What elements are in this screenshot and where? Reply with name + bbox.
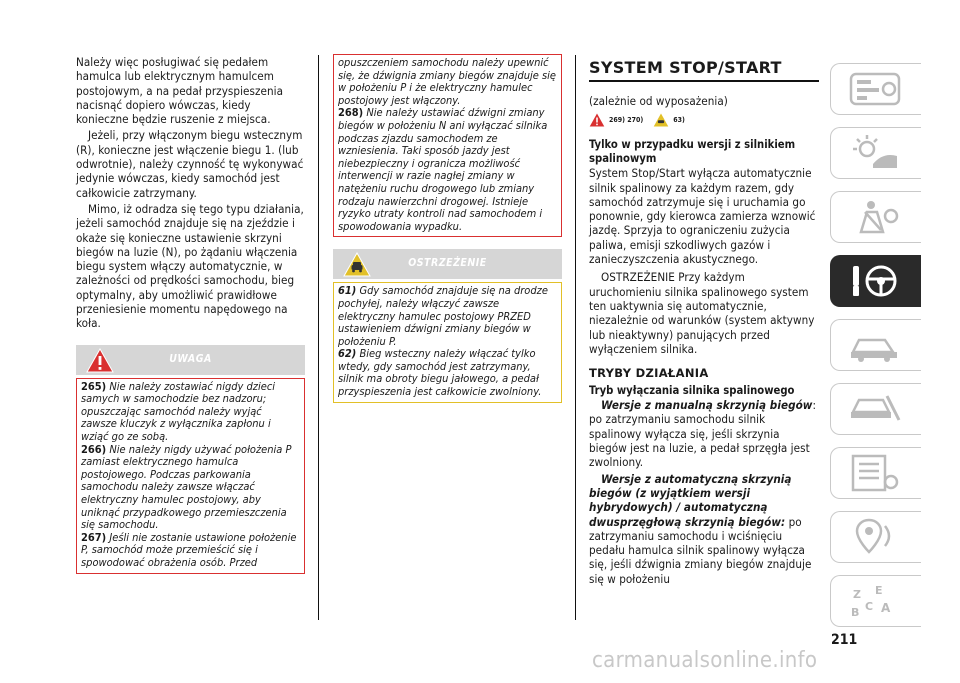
tab-index[interactable] bbox=[830, 575, 921, 627]
paragraph: Należy więc posługiwać się pedałem hamulca lub elektrycznym hamulcem postojowym, a na pedał przyspieszenia nacisnąć dopiero wówczas, kiedy konieczne będzie ruszenie z miejsca. bbox=[76, 55, 284, 127]
section-heading: TRYBY DZIAŁANIA bbox=[589, 366, 709, 381]
warning-box-continued bbox=[333, 54, 562, 237]
reference-icons bbox=[589, 110, 819, 130]
warning-header bbox=[76, 345, 305, 375]
subtitle: (zależnie od wyposażenia) bbox=[589, 94, 728, 108]
column-divider bbox=[318, 55, 319, 620]
warning-title: UWAGA bbox=[169, 352, 212, 365]
watermark: carmanualsonline.info bbox=[592, 648, 818, 673]
key-steering-icon bbox=[849, 262, 901, 300]
svg-text:A: A bbox=[881, 601, 891, 615]
page-number: 211 bbox=[831, 632, 858, 648]
svg-text:E: E bbox=[875, 584, 883, 597]
tab-safety[interactable] bbox=[830, 191, 921, 243]
warning-box bbox=[76, 378, 305, 574]
note-refs: 63) bbox=[673, 116, 685, 125]
svg-text:C: C bbox=[865, 600, 874, 613]
section-title: SYSTEM STOP/START bbox=[589, 58, 819, 82]
sun-lights-icon bbox=[849, 134, 901, 172]
tab-specifications[interactable] bbox=[830, 447, 921, 499]
warning-item: opuszczeniem samochodu należy upewnić się, że dźwignia zmiany biegów znajduje się w położeniu P i że elektryczny hamulec postojowy jest włączony. bbox=[338, 56, 556, 107]
note-box bbox=[333, 282, 562, 402]
seatbelt-airbag-icon bbox=[849, 198, 901, 236]
subheading: Tryb wyłączania silnika spalinowego bbox=[589, 384, 795, 398]
note-item: 62) Bieg wsteczny należy włączać tylko wtedy, gdy samochód jest zatrzymany, silnik ma obroty biegu jałowego, a pedał przyspieszenia jest całkowicie zwolniony. bbox=[338, 347, 542, 399]
note-title: OSTRZEŻENIE bbox=[408, 257, 487, 270]
warning-item: 268) Nie należy ustawiać dźwigni zmiany biegów w położeniu N ani wyłączać silnika podczas zjazdu samochodem ze wzniesienia. Taki sposób jazdy jest niebezpieczny i ogranicza możliwość interwencji w razie nagłej zmiany w natężeniu ruchu drogowego lub zmiany rodzaju nawierzchni drogowej. Istnieje ryzyko utraty kontroli nad samochodem i spowodowania wypadku. bbox=[338, 106, 548, 233]
tab-emergency[interactable] bbox=[830, 319, 921, 371]
paragraph: Wersje z automatyczną skrzynią biegów (z wyjątkiem wersji hybrydowych) / automatyczną dwusprzęgłową skrzynią biegów: po zatrzymaniu samochodu i wciśnięciu pedału hamulca silnik spalinowy wyłącza się, jeśli dźwignia zmiany biegów znajduje się w położeniu bbox=[589, 471, 812, 586]
subheading: Tylko w przypadku wersji z silnikiem spalinowym bbox=[589, 138, 796, 166]
breakdown-icon bbox=[849, 326, 901, 364]
svg-text:B: B bbox=[851, 606, 860, 619]
tab-lights[interactable] bbox=[830, 127, 921, 179]
note-item: 61) Gdy samochód znajduje się na drodze pochyłej, należy włączyć zawsze elektryczny hamulec postojowy PRZED ustawieniem dźwigni zmiany biegów w położeniu P. bbox=[338, 284, 548, 348]
paragraph: OSTRZEŻENIE Przy każdym uruchomieniu silnika spalinowego system ten uaktywnia się automatycznie, niezależnie od warunków (system aktywny lub nieaktywny) panujących przed wyłączeniem silnika. bbox=[589, 270, 815, 356]
car-dashboard-icon bbox=[849, 70, 901, 108]
column-left bbox=[76, 0, 305, 574]
paragraph: Mimo, iż odradza się tego typu działania, jeżeli samochód znajduje się na zjeździe i okaże się konieczne ustawienie skrzyni biegów na luzie (N), po żądaniu włączenia biegu system włączy automatycznie, w zależności od prędkości samochodu, bieg optymalny, aby umożliwić prawidłowe przeniesienie momentu napędowego na koła. bbox=[76, 201, 304, 331]
paragraph: Wersje z manualną skrzynią biegów: po zatrzymaniu samochodu silnik spalinowy wyłącza się, jeśli skrzynia biegów jest na luzie, a pedał sprzęgła jest zwolniony. bbox=[589, 398, 817, 470]
note-header bbox=[333, 249, 562, 279]
tab-starting-driving[interactable] bbox=[830, 255, 921, 307]
tab-maintenance[interactable] bbox=[830, 383, 921, 435]
warning-item: 267) Jeśli nie zostanie ustawione położenie P, samochód może przemieścić się i spowodować obrażenia osób. Przed bbox=[81, 530, 297, 569]
car-warning-triangle-icon bbox=[653, 113, 669, 127]
specs-list-icon bbox=[849, 454, 901, 492]
tab-dashboard[interactable] bbox=[830, 63, 921, 115]
svg-text:Z: Z bbox=[853, 588, 861, 601]
warning-triangle-icon bbox=[589, 113, 605, 127]
alphabet-index-icon bbox=[849, 582, 901, 620]
column-middle bbox=[333, 0, 562, 403]
warning-item: 266) Nie należy nigdy używać położenia P zamiast elektrycznego hamulca postojowego. Podczas parkowania samochodu należy zawsze włączać elektryczny hamulec postojowy, aby uniknąć przypadkowego przemieszczenia się samochodu. bbox=[81, 442, 292, 532]
warning-item: 265) Nie należy zostawiać nigdy dzieci samych w samochodzie bez nadzoru; opuszczając samochód należy wyjąć zawsze kluczyk z wyłącznika zapłonu i wziąć go ze sobą. bbox=[81, 379, 276, 444]
tab-multimedia[interactable] bbox=[830, 511, 921, 563]
paragraph: Jeżeli, przy włączonym biegu wstecznym (R), konieczne jest włączenie biegu 1. (lub odwrotnie), należy czynność tę wykonywać jedynie wówczas, kiedy samochód jest całkowicie zatrzymany. bbox=[76, 128, 304, 200]
column-divider bbox=[575, 55, 576, 620]
column-right bbox=[589, 0, 819, 588]
navigation-media-icon bbox=[849, 518, 901, 556]
warning-refs: 269) 270) bbox=[609, 116, 644, 125]
car-service-icon bbox=[849, 390, 901, 428]
paragraph: System Stop/Start wyłącza automatycznie silnik spalinowy za każdym razem, gdy samochód zatrzymuje się i uruchamia go ponownie, gdy kierowca zamierza wznowić jazdę. Sprzyja to ograniczeniu zużycia paliwa, emisji szkodliwych gazów i zanieczyszczenia akustycznego. bbox=[589, 166, 816, 267]
